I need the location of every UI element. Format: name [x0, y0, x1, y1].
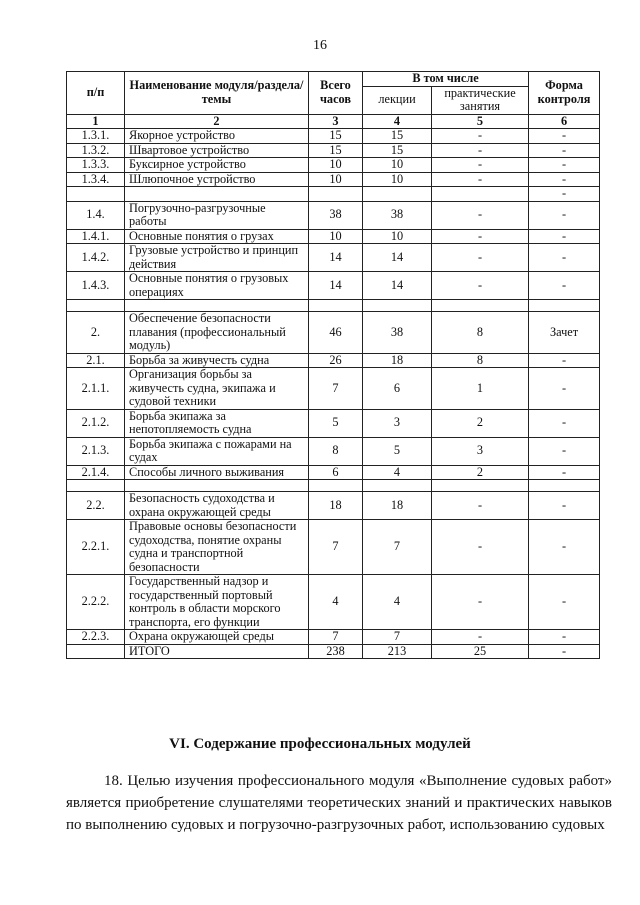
- cell-practical: -: [432, 229, 529, 244]
- cell-practical: -: [432, 575, 529, 630]
- cell-practical: -: [432, 143, 529, 158]
- cell-control: -: [529, 644, 600, 659]
- table-row: [67, 437, 600, 465]
- cell-lectures: 213: [363, 644, 432, 659]
- column-number: 1: [67, 114, 125, 129]
- header-practical: практические занятия: [432, 86, 529, 114]
- cell-total: 15: [309, 143, 363, 158]
- cell-number: 2.1.1.: [67, 368, 125, 410]
- cell-control: -: [529, 520, 600, 575]
- cell-control: -: [529, 187, 600, 202]
- header-lectures: лекции: [363, 86, 432, 114]
- cell-total: 6: [309, 465, 363, 480]
- table-row: [67, 575, 600, 630]
- cell-number: 2.2.: [67, 492, 125, 520]
- cell-lectures: 7: [363, 630, 432, 645]
- cell-total: [309, 480, 363, 492]
- column-number: 2: [125, 114, 309, 129]
- cell-practical: 2: [432, 465, 529, 480]
- header-name: Наименование модуля/раздела/темы: [125, 72, 309, 115]
- cell-total: 15: [309, 129, 363, 144]
- table-row: [67, 172, 600, 187]
- cell-lectures: [363, 480, 432, 492]
- cell-name: Борьба за живучесть судна: [125, 353, 309, 368]
- cell-lectures: [363, 300, 432, 312]
- cell-control: -: [529, 129, 600, 144]
- cell-control: -: [529, 353, 600, 368]
- cell-practical: [432, 300, 529, 312]
- cell-total: [309, 187, 363, 202]
- cell-control: -: [529, 465, 600, 480]
- cell-practical: -: [432, 492, 529, 520]
- cell-practical: -: [432, 201, 529, 229]
- column-number: 3: [309, 114, 363, 129]
- cell-total: 238: [309, 644, 363, 659]
- cell-total: 10: [309, 229, 363, 244]
- cell-name: Шлюпочное устройство: [125, 172, 309, 187]
- cell-lectures: 38: [363, 312, 432, 354]
- cell-lectures: [363, 187, 432, 202]
- table-row: [67, 520, 600, 575]
- cell-lectures: 7: [363, 520, 432, 575]
- cell-practical: [432, 480, 529, 492]
- header-total: Всего часов: [309, 72, 363, 115]
- cell-number: 2.2.1.: [67, 520, 125, 575]
- table-separator-row: [67, 480, 600, 492]
- cell-name: Борьба экипажа с пожарами на судах: [125, 437, 309, 465]
- column-number: 6: [529, 114, 600, 129]
- cell-name: Погрузочно-разгрузочные работы: [125, 201, 309, 229]
- table-row: [67, 272, 600, 300]
- cell-control: -: [529, 630, 600, 645]
- cell-number: [67, 300, 125, 312]
- cell-lectures: 3: [363, 409, 432, 437]
- cell-total: 38: [309, 201, 363, 229]
- cell-total: 7: [309, 630, 363, 645]
- cell-practical: -: [432, 244, 529, 272]
- cell-practical: 25: [432, 644, 529, 659]
- cell-practical: -: [432, 520, 529, 575]
- cell-name: [125, 300, 309, 312]
- table-separator-row: [67, 187, 600, 202]
- table-row: [67, 312, 600, 354]
- column-number: 4: [363, 114, 432, 129]
- cell-name: [125, 187, 309, 202]
- cell-lectures: 5: [363, 437, 432, 465]
- cell-control: -: [529, 158, 600, 173]
- cell-lectures: 14: [363, 244, 432, 272]
- table-row: [67, 229, 600, 244]
- cell-number: 2.1.2.: [67, 409, 125, 437]
- cell-total: 26: [309, 353, 363, 368]
- cell-lectures: 15: [363, 129, 432, 144]
- cell-control: -: [529, 244, 600, 272]
- cell-number: [67, 480, 125, 492]
- cell-number: [67, 644, 125, 659]
- header-index: п/п: [67, 72, 125, 115]
- cell-name: Охрана окружающей среды: [125, 630, 309, 645]
- cell-number: 1.4.: [67, 201, 125, 229]
- cell-lectures: 4: [363, 465, 432, 480]
- cell-control: -: [529, 229, 600, 244]
- cell-name: [125, 480, 309, 492]
- cell-practical: -: [432, 172, 529, 187]
- cell-lectures: 10: [363, 158, 432, 173]
- cell-name: Борьба экипажа за непотопляемость судна: [125, 409, 309, 437]
- cell-name: Правовые основы безопасности судоходства, понятие охраны судна и транспортной безопасности: [125, 520, 309, 575]
- cell-practical: -: [432, 630, 529, 645]
- cell-total: 8: [309, 437, 363, 465]
- cell-number: 1.3.1.: [67, 129, 125, 144]
- table-row: [67, 368, 600, 410]
- cell-total: 14: [309, 244, 363, 272]
- header-control: Форма контроля: [529, 72, 600, 115]
- cell-total: 14: [309, 272, 363, 300]
- cell-control: -: [529, 272, 600, 300]
- cell-control: -: [529, 143, 600, 158]
- cell-number: 2.1.4.: [67, 465, 125, 480]
- cell-lectures: 4: [363, 575, 432, 630]
- cell-control: -: [529, 575, 600, 630]
- table-body: [67, 129, 600, 659]
- cell-number: 2.2.2.: [67, 575, 125, 630]
- cell-practical: [432, 187, 529, 202]
- table-row: [67, 492, 600, 520]
- section-paragraph: [66, 770, 612, 836]
- cell-total: 10: [309, 158, 363, 173]
- cell-total: 46: [309, 312, 363, 354]
- cell-total: 10: [309, 172, 363, 187]
- cell-total: 7: [309, 368, 363, 410]
- cell-lectures: 18: [363, 492, 432, 520]
- cell-control: -: [529, 172, 600, 187]
- column-number-row: [67, 114, 600, 129]
- cell-lectures: 18: [363, 353, 432, 368]
- cell-lectures: 10: [363, 172, 432, 187]
- cell-number: [67, 187, 125, 202]
- cell-practical: -: [432, 129, 529, 144]
- cell-control: -: [529, 409, 600, 437]
- table-row: [67, 244, 600, 272]
- cell-total: 7: [309, 520, 363, 575]
- cell-name: Грузовые устройство и принцип действия: [125, 244, 309, 272]
- cell-practical: -: [432, 272, 529, 300]
- cell-lectures: 14: [363, 272, 432, 300]
- cell-name: Основные понятия о грузах: [125, 229, 309, 244]
- cell-name: Буксирное устройство: [125, 158, 309, 173]
- cell-name: Способы личного выживания: [125, 465, 309, 480]
- table-row: [67, 465, 600, 480]
- cell-number: 1.3.3.: [67, 158, 125, 173]
- cell-total: [309, 300, 363, 312]
- cell-total: 4: [309, 575, 363, 630]
- cell-lectures: 38: [363, 201, 432, 229]
- table-row: [67, 143, 600, 158]
- table-row: [67, 409, 600, 437]
- cell-lectures: 6: [363, 368, 432, 410]
- cell-practical: -: [432, 158, 529, 173]
- cell-control: [529, 480, 600, 492]
- page-number: 16: [313, 38, 327, 53]
- table-row: [67, 630, 600, 645]
- cell-name: Организация борьбы за живучесть судна, экипажа и судовой техники: [125, 368, 309, 410]
- cell-practical: 8: [432, 353, 529, 368]
- cell-total: 5: [309, 409, 363, 437]
- cell-total: 18: [309, 492, 363, 520]
- curriculum-table: [66, 71, 600, 659]
- column-number: 5: [432, 114, 529, 129]
- cell-control: -: [529, 437, 600, 465]
- cell-number: 2.2.3.: [67, 630, 125, 645]
- table-row: [67, 644, 600, 659]
- table-separator-row: [67, 300, 600, 312]
- cell-number: 2.1.3.: [67, 437, 125, 465]
- cell-control: [529, 300, 600, 312]
- cell-control: Зачет: [529, 312, 600, 354]
- table-row: [67, 129, 600, 144]
- cell-practical: 8: [432, 312, 529, 354]
- cell-name: Якорное устройство: [125, 129, 309, 144]
- cell-name: ИТОГО: [125, 644, 309, 659]
- cell-name: Обеспечение безопасности плавания (профессиональный модуль): [125, 312, 309, 354]
- cell-name: Основные понятия о грузовых операциях: [125, 272, 309, 300]
- cell-control: -: [529, 368, 600, 410]
- cell-name: Безопасность судоходства и охрана окружающей среды: [125, 492, 309, 520]
- cell-practical: 1: [432, 368, 529, 410]
- table-header-row: [67, 72, 600, 87]
- cell-number: 2.1.: [67, 353, 125, 368]
- cell-number: 1.4.3.: [67, 272, 125, 300]
- cell-name: Швартовое устройство: [125, 143, 309, 158]
- cell-control: -: [529, 492, 600, 520]
- cell-practical: 2: [432, 409, 529, 437]
- table-row: [67, 201, 600, 229]
- cell-number: 2.: [67, 312, 125, 354]
- table-row: [67, 158, 600, 173]
- paragraph-text: 18. Целью изучения профессионального модуля «Выполнение судовых работ» является приобретение слушателями теоретических знаний и практических навыков по выполнению судовых и погрузочно-разгрузочных работ, использованию судовых: [66, 773, 612, 833]
- cell-number: 1.4.1.: [67, 229, 125, 244]
- cell-lectures: 10: [363, 229, 432, 244]
- cell-control: -: [529, 201, 600, 229]
- cell-number: 1.3.2.: [67, 143, 125, 158]
- cell-practical: 3: [432, 437, 529, 465]
- cell-number: 1.4.2.: [67, 244, 125, 272]
- table-row: [67, 353, 600, 368]
- header-including: В том числе: [363, 72, 529, 87]
- cell-number: 1.3.4.: [67, 172, 125, 187]
- cell-lectures: 15: [363, 143, 432, 158]
- cell-name: Государственный надзор и государственный портовый контроль в области морского транспорта, его функции: [125, 575, 309, 630]
- section-title: VI. Содержание профессиональных модулей: [169, 736, 471, 752]
